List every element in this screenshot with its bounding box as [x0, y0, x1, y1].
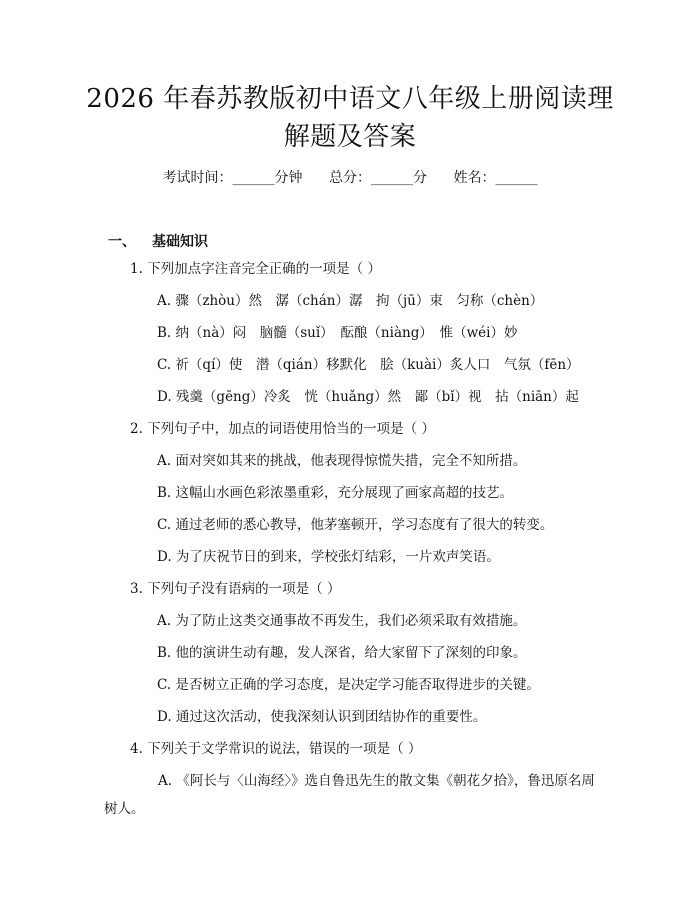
question-option: D. 通过这次活动，使我深刻认识到团结协作的重要性。: [157, 709, 487, 725]
section-number: 一、: [108, 234, 136, 250]
exam-time: 考试时间：______分钟: [162, 170, 303, 186]
title-line-2: 解题及答案: [283, 122, 417, 152]
total-score: 总分：______分: [329, 170, 427, 186]
title-line-1: 2026 年春苏教版初中语文八年级上册阅读理: [86, 84, 614, 114]
question-option: A. 《阿长与〈山海经〉》选自鲁迅先生的散文集《朝花夕拾》，鲁迅原名周树人。: [104, 773, 595, 817]
question-option: B. 纳（nà）闷 脑髓（suǐ） 酝酿（niàng） 惟（wéi）妙: [157, 325, 518, 341]
question-option: B. 这幅山水画色彩浓墨重彩，充分展现了画家高超的技艺。: [157, 485, 514, 501]
question-option: A. 骤（zhòu）然 潺（chán）潺 拘（jū）束 匀称（chèn）: [157, 293, 544, 309]
question-option: A. 为了防止这类交通事故不再发生，我们必须采取有效措施。: [157, 613, 527, 629]
question-stem: 3. 下列句子没有语病的一项是（ ）: [130, 581, 341, 597]
question-stem: 2. 下列句子中，加点的词语使用恰当的一项是（ ）: [130, 421, 435, 437]
section-title: 基础知识: [152, 234, 208, 250]
question-option: C. 祈（qí）使 潜（qián）移默化 脍（kuài）炙人口 气氛（fēn）: [157, 357, 580, 373]
question-option: A. 面对突如其来的挑战，他表现得惊慌失措，完全不知所措。: [157, 453, 527, 469]
question-option: D. 残羹（gēng）冷炙 恍（huǎng）然 鄙（bǐ）视 拈（niān）起: [157, 389, 579, 405]
student-name: 姓名：______: [453, 170, 538, 186]
section-heading: [108, 231, 208, 251]
question-stem: 1. 下列加点字注音完全正确的一项是（ ）: [130, 261, 381, 277]
question-option: C. 通过老师的悉心教导，他茅塞顿开，学习态度有了很大的转变。: [157, 517, 554, 533]
question-option: C. 是否树立正确的学习态度，是决定学习能否取得进步的关键。: [157, 677, 540, 693]
question-option: B. 他的演讲生动有趣，发人深省，给大家留下了深刻的印象。: [157, 645, 527, 661]
exam-info: [0, 168, 700, 188]
document-title: [0, 80, 700, 156]
question-stem: 4. 下列关于文学常识的说法，错误的一项是（ ）: [130, 741, 422, 757]
question-option: D. 为了庆祝节日的到来，学校张灯结彩，一片欢声笑语。: [157, 549, 500, 565]
